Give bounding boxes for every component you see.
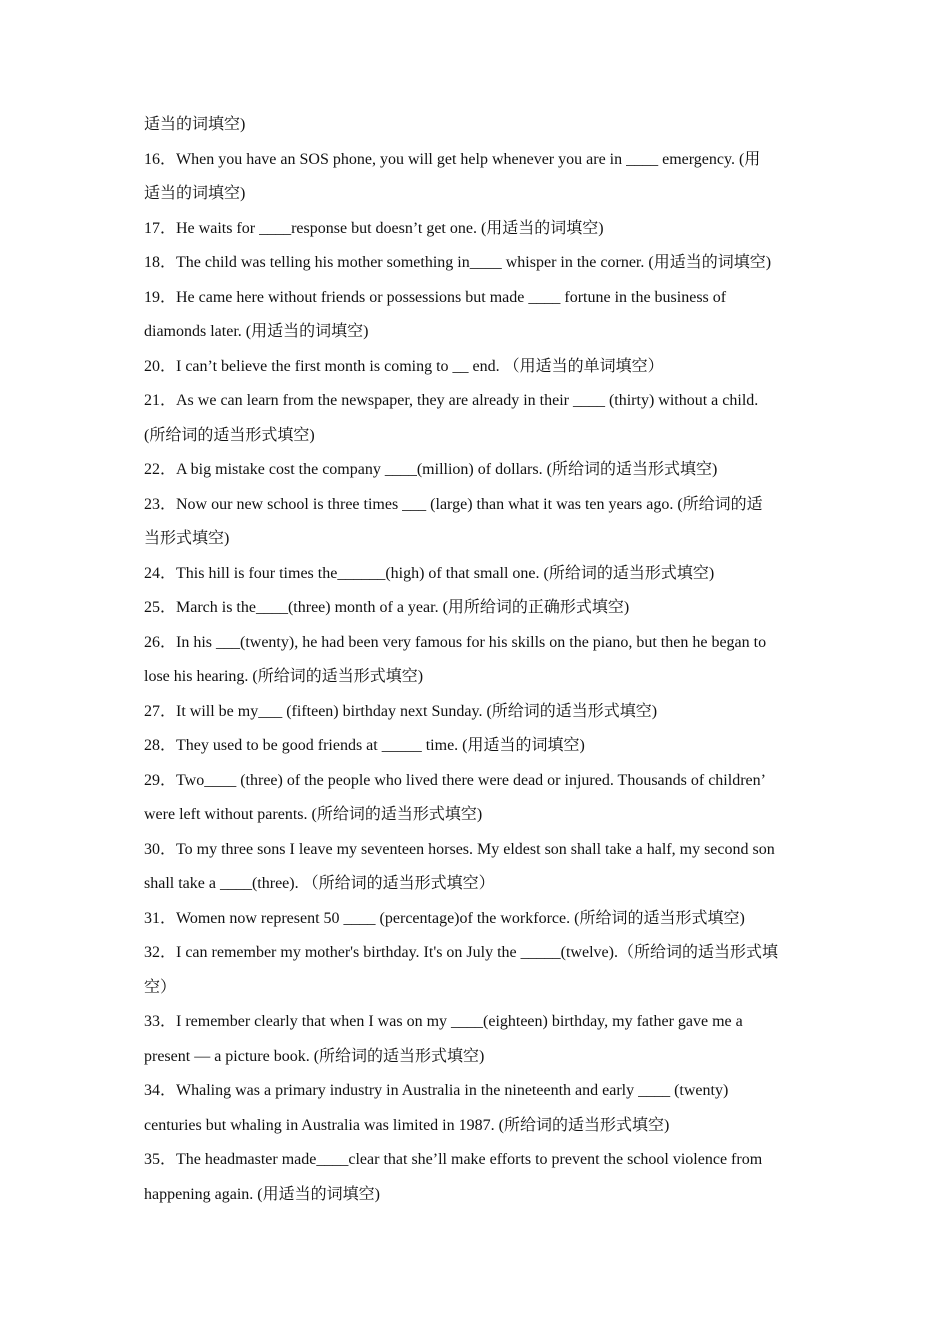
text-line: 适当的词填空) [144, 116, 246, 133]
text-line: present — a picture book. (所给词的适当形式填空) [144, 1047, 485, 1065]
text-line: 28．They used to be good friends at _____ time. (用适当的词填空) [144, 737, 585, 754]
text-line: were left without parents. (所给词的适当形式填空) [144, 806, 483, 823]
text-line: (所给词的适当形式填空) [144, 426, 315, 444]
text-line: 空） [144, 978, 177, 996]
text-line: 29．Two____ (three) of the people who lived there were dead or injured. Thousands of children’ [144, 771, 766, 789]
text-line: 19．He came here without friends or possessions but made ____ fortune in the business of [144, 288, 727, 306]
text-line: 当形式填空) [144, 530, 230, 547]
text-line: 25．March is the____(three) month of a year. (用所给词的正确形式填空) [144, 599, 630, 616]
text-line: diamonds later. (用适当的词填空) [144, 323, 369, 340]
text-line: 35．The headmaster made____clear that she’ll make efforts to prevent the school violence from [144, 1151, 763, 1168]
text-line: 34．Whaling was a primary industry in Australia in the nineteenth and early ____ (twenty) [144, 1082, 729, 1099]
text-line: happening again. (用适当的词填空) [144, 1185, 380, 1203]
text-line: 24．This hill is four times the______(high) of that small one. (所给词的适当形式填空) [144, 564, 715, 582]
exercise-text [144, 108, 808, 1212]
text-line: lose his hearing. (所给词的适当形式填空) [144, 668, 424, 685]
text-line: 23．Now our new school is three times ___ (large) than what it was ten years ago. (所给词的适 [144, 495, 763, 513]
text-line: 31．Women now represent 50 ____ (percentage)of the workforce. (所给词的适当形式填空) [144, 909, 745, 927]
text-line: 18．The child was telling his mother something in____ whisper in the corner. (用适当的词填空) [144, 254, 772, 271]
text-line: 21．As we can learn from the newspaper, they are already in their ____ (thirty) without a child. [144, 392, 759, 409]
text-line: 20．I can’t believe the first month is coming to __ end. （用适当的单词填空） [144, 357, 664, 375]
text-line: 17．He waits for ____response but doesn’t get one. (用适当的词填空) [144, 219, 604, 237]
text-line: 33．I remember clearly that when I was on my ____(eighteen) birthday, my father gave me a [144, 1013, 743, 1030]
text-line: 27．It will be my___ (fifteen) birthday next Sunday. (所给词的适当形式填空) [144, 702, 658, 720]
text-line: 适当的词填空) [144, 185, 246, 202]
text-line: 26．In his ___(twenty), he had been very famous for his skills on the piano, but then he began to [144, 633, 767, 651]
text-line: 32．I can remember my mother's birthday. It's on July the _____(twelve).（所给词的适当形式填 [144, 944, 778, 961]
text-line: centuries but whaling in Australia was limited in 1987. (所给词的适当形式填空) [144, 1116, 670, 1134]
text-line: 16．When you have an SOS phone, you will get help whenever you are in ____ emergency. (用 [144, 150, 761, 168]
text-line: 30．To my three sons I leave my seventeen horses. My eldest son shall take a half, my second son [144, 840, 775, 858]
text-line: shall take a ____(three). （所给词的适当形式填空） [144, 875, 495, 892]
text-line: 22．A big mistake cost the company ____(million) of dollars. (所给词的适当形式填空) [144, 461, 718, 478]
